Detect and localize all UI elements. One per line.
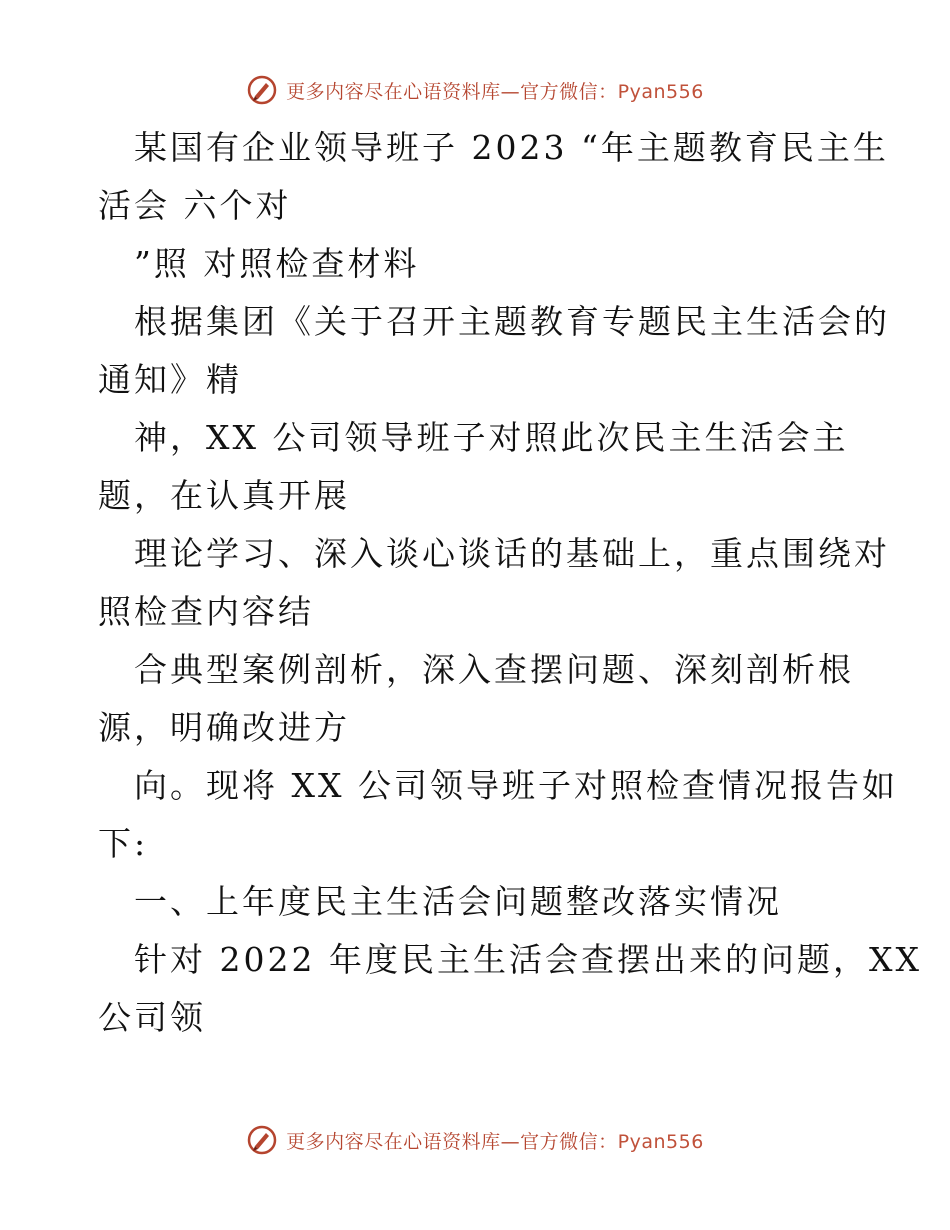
- section-heading: 一、上年度民主生活会问题整改落实情况: [134, 882, 782, 921]
- pen-swirl-logo-icon: [246, 74, 278, 106]
- doc-line: 公司领: [98, 998, 206, 1037]
- doc-line: ”照 对照检查材料: [134, 244, 420, 283]
- wechat-id: Pyan556: [617, 80, 704, 103]
- doc-line: 源，明确改进方: [98, 708, 350, 747]
- watermark-text: 更多内容尽在心语资料库—官方微信：Pyan556: [286, 80, 704, 103]
- wechat-id: Pyan556: [617, 1130, 704, 1153]
- doc-line: 通知》精: [98, 360, 242, 399]
- doc-line: 活会 六个对: [98, 186, 292, 225]
- doc-line: 照检查内容结: [98, 592, 314, 631]
- header-watermark: [0, 70, 950, 110]
- watermark-text: 更多内容尽在心语资料库—官方微信：Pyan556: [286, 1130, 704, 1153]
- doc-line: 合典型案例剖析，深入查摆问题、深刻剖析根: [134, 650, 854, 689]
- pen-swirl-logo-icon: [246, 1124, 278, 1156]
- doc-line: 根据集团《关于召开主题教育专题民主生活会的: [134, 302, 890, 341]
- footer-watermark: [0, 1120, 950, 1160]
- doc-line: 神，XX 公司领导班子对照此次民主生活会主: [134, 418, 849, 457]
- doc-line: 针对 2022 年度民主生活会查摆出来的问题，XX: [134, 940, 922, 979]
- doc-line: 某国有企业领导班子 2023 “年主题教育民主生: [134, 128, 889, 167]
- doc-line: 向。现将 XX 公司领导班子对照检查情况报告如: [134, 766, 898, 805]
- doc-line: 理论学习、深入谈心谈话的基础上，重点围绕对: [134, 534, 890, 573]
- doc-line: 题，在认真开展: [98, 476, 350, 515]
- doc-line: 下:: [98, 824, 149, 863]
